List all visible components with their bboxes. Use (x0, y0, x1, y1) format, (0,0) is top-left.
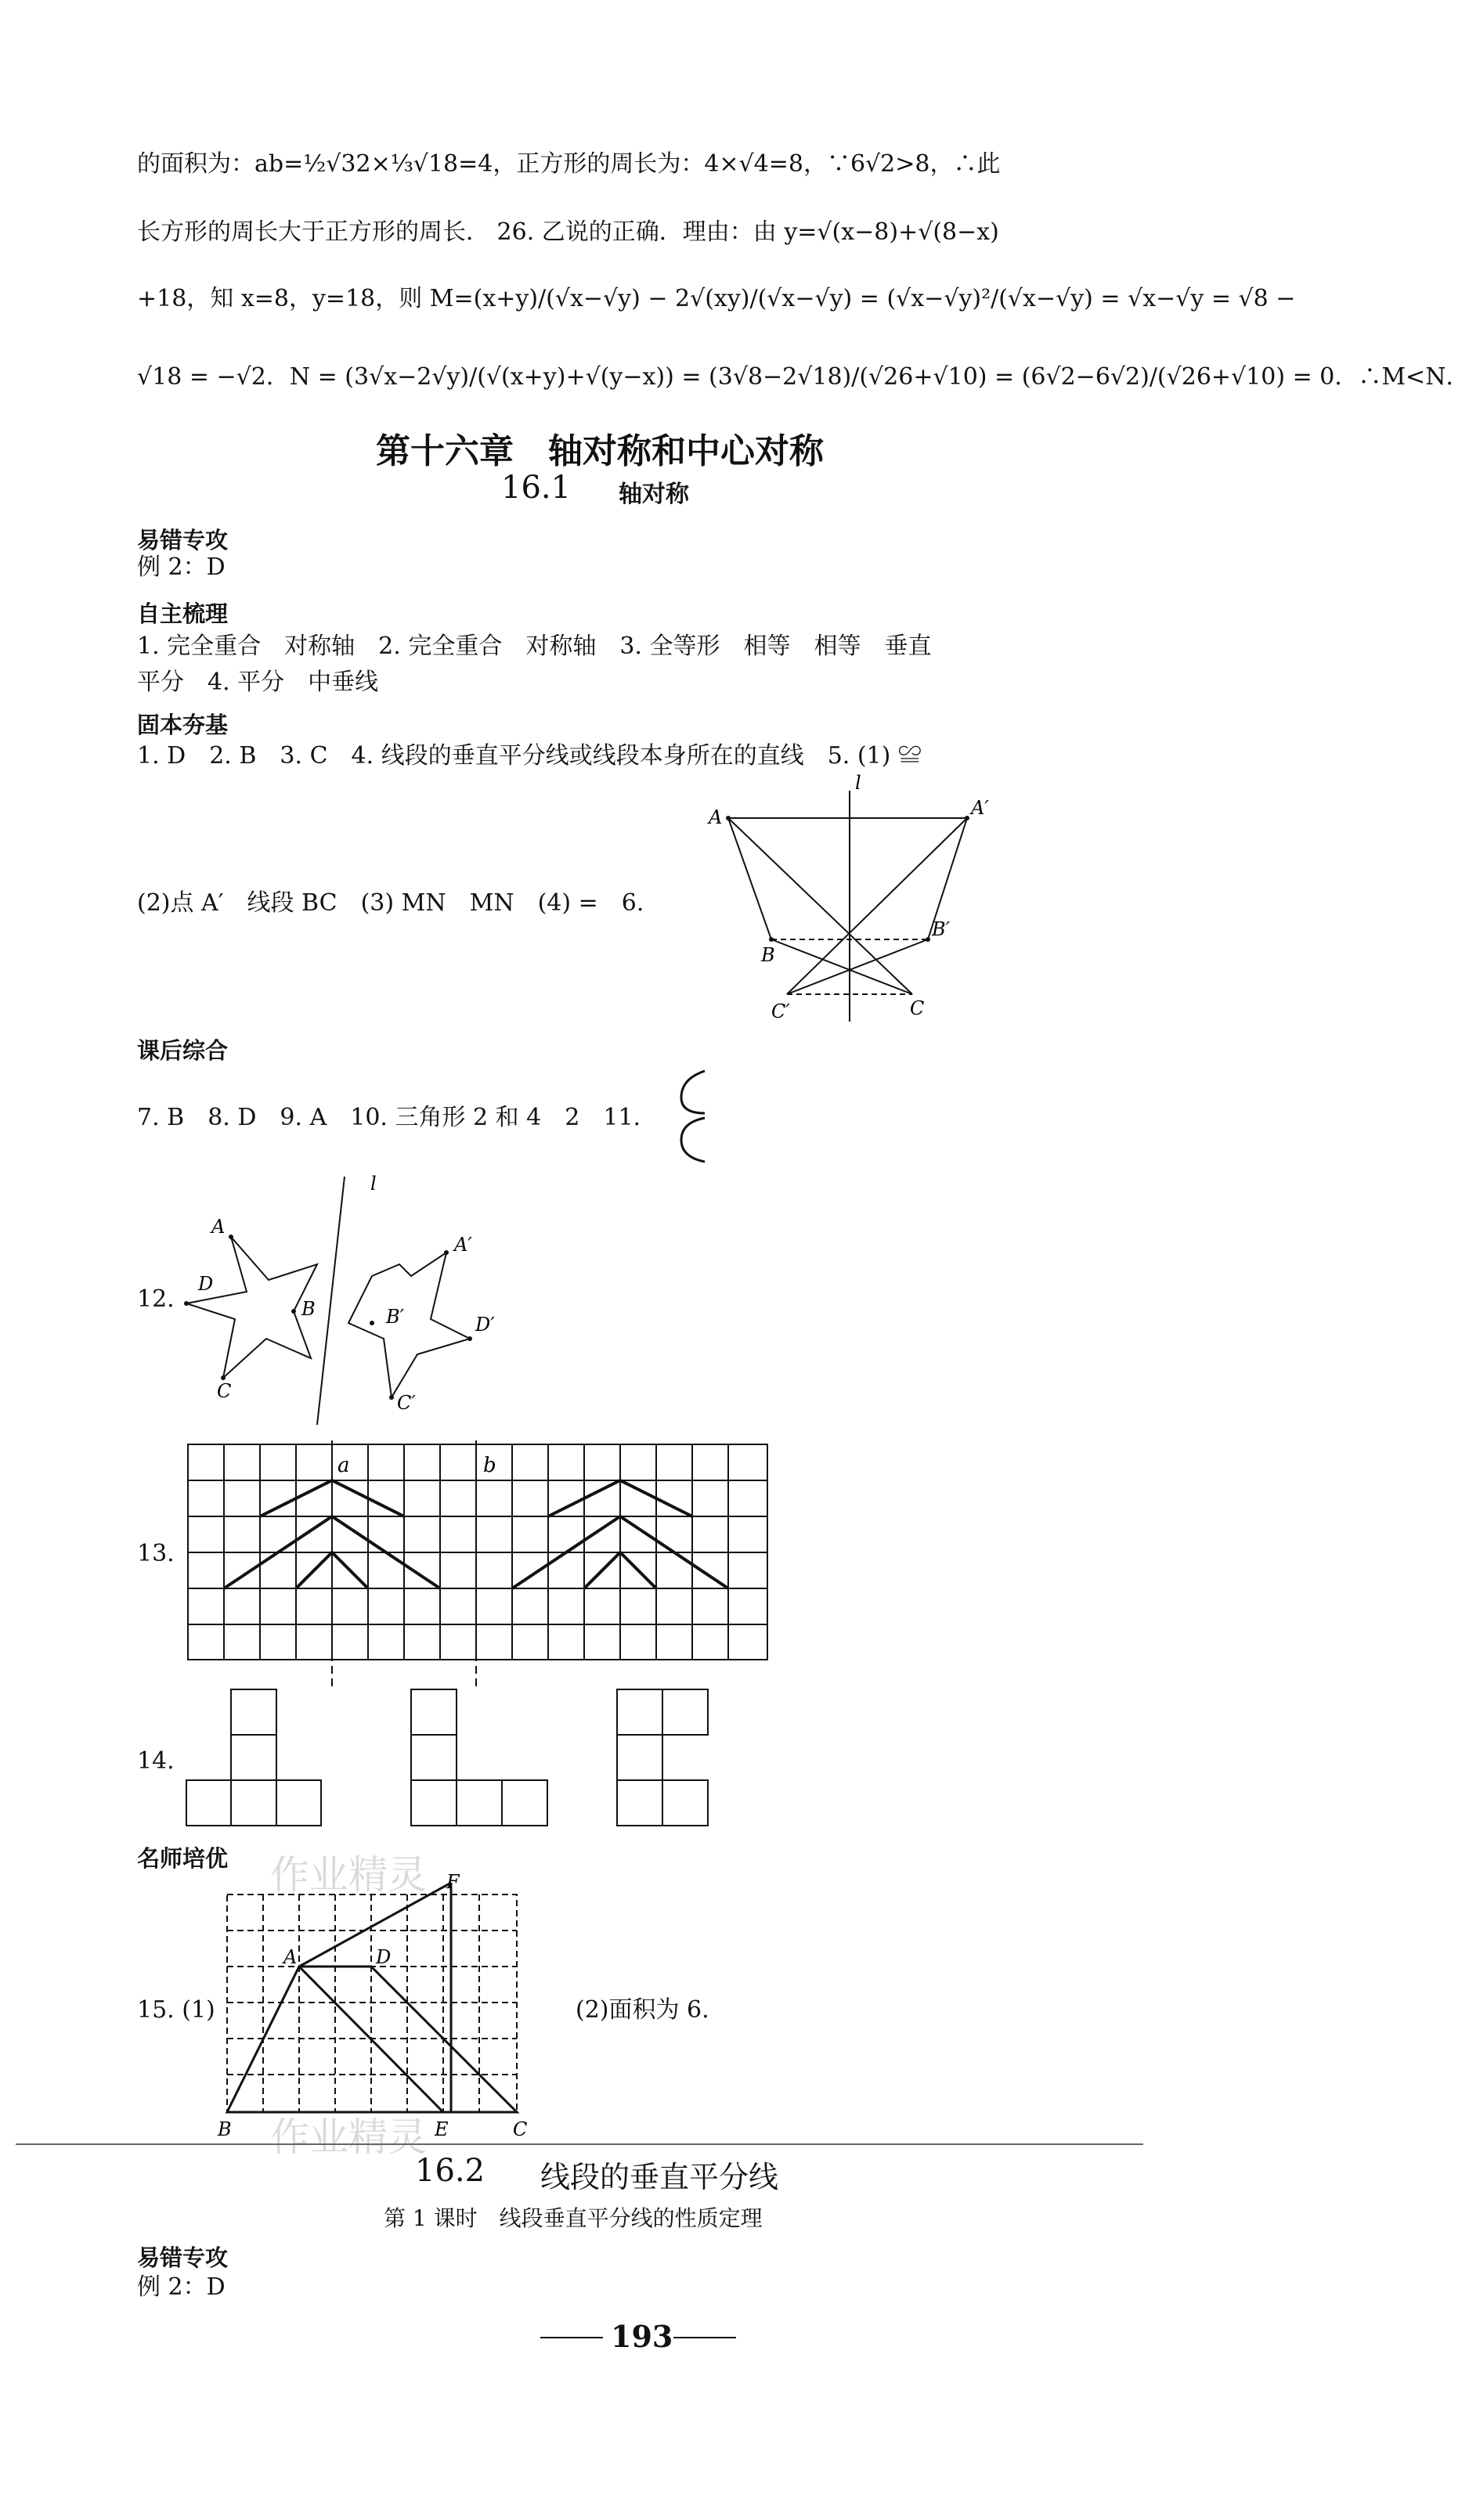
fig15-label-A: A (283, 1946, 298, 1968)
fig6-label-A-prime: A′ (971, 797, 989, 819)
fig6-label-l: l (855, 772, 861, 794)
fig12-label-D: D (198, 1273, 214, 1295)
fig6-label-B: B (761, 944, 775, 966)
fig12-label-B: B (301, 1298, 316, 1320)
chapter-title: 第十六章 轴对称和中心对称 (376, 431, 824, 471)
fig12-label-B-prime: B′ (386, 1306, 405, 1328)
fig6-label-C-prime: C′ (771, 1000, 790, 1022)
fig15-label-E: E (435, 2118, 449, 2140)
q13-label: 13. (137, 1540, 175, 1567)
heading-zizhu: 自主梳理 (137, 600, 229, 627)
fig12-label-C: C (217, 1380, 232, 1402)
page-number: 193 (611, 2319, 673, 2354)
fig13-label-a: a (337, 1454, 350, 1477)
guben-line-2: (2)点 A′ 线段 BC (3) MN MN (4) = 6. (137, 889, 644, 917)
heading-yicuo-1: 易错专攻 (137, 527, 229, 553)
intro-line-1: 的面积为：ab=½√32×⅓√18=4，正方形的周长为：4×√4=8，∵6√2>8，∴此 (137, 150, 1001, 178)
yicuo-2-body: 例 2：D (137, 2273, 226, 2301)
q14-label: 14. (137, 1747, 175, 1775)
figure-q13-grid (184, 1440, 787, 1691)
q15-answer: (2)面积为 6. (576, 1996, 709, 2024)
q12-label: 12. (137, 1285, 175, 1313)
figure-q6 (705, 772, 989, 1033)
fig12-label-D-prime: D′ (475, 1314, 495, 1336)
section-1-number: 16.1 (501, 470, 572, 506)
zizhu-line-2: 平分 4. 平分 中垂线 (137, 669, 379, 696)
section-2-title: 线段的垂直平分线 (540, 2160, 779, 2194)
heading-kehou: 课后综合 (137, 1037, 229, 1064)
heading-mingshi: 名师培优 (137, 1845, 229, 1872)
yicuo-1-body: 例 2：D (137, 553, 226, 581)
fig15-label-B: B (218, 2118, 232, 2140)
fig6-label-B-prime: B′ (932, 918, 951, 940)
q15-label: 15. (1) (137, 1996, 215, 2024)
fig13-label-b: b (483, 1454, 496, 1477)
figure-q12 (176, 1174, 544, 1433)
page-number-dash-right (673, 2337, 736, 2338)
fig12-label-A-prime: A′ (454, 1234, 472, 1256)
heading-guben: 固本夯基 (137, 712, 229, 738)
watermark-1: 作业精灵 (270, 1852, 427, 1898)
section-1-title: 轴对称 (619, 481, 689, 508)
guben-line-1: 1. D 2. B 3. C 4. 线段的垂直平分线或线段本身所在的直线 5. (1) ≌ (137, 742, 922, 770)
intro-line-4: √18 = −√2．N = (3√x−2√y)/(√(x+y)+√(y−x)) = (3√8−2√18)/(√26+√10) = (6√2−6√2)/(√26+√10) = 0．∴M<N． (137, 363, 1469, 391)
fig12-label-l: l (370, 1173, 377, 1195)
lesson-title: 第 1 课时 线段垂直平分线的性质定理 (384, 2205, 763, 2231)
section-2-number: 16.2 (415, 2153, 485, 2189)
fig12-label-A: A (211, 1216, 226, 1238)
kehou-line-1: 7. B 8. D 9. A 10. 三角形 2 和 4 2 11. (137, 1104, 641, 1131)
figure-q14 (180, 1683, 728, 1840)
fig12-label-C-prime: C′ (397, 1392, 416, 1414)
page-number-dash-left (540, 2337, 603, 2338)
fig6-label-C: C (910, 997, 925, 1019)
fig15-label-C: C (513, 2118, 528, 2140)
figure-q11-curves (673, 1065, 720, 1166)
intro-line-2: 长方形的周长大于正方形的周长． 26. 乙说的正确．理由：由 y=√(x−8)+√(8−x) (137, 218, 999, 246)
watermark-2: 作业精灵 (270, 2114, 427, 2160)
fig15-label-F: F (446, 1871, 460, 1893)
section-divider (16, 2143, 1143, 2145)
fig15-label-D: D (376, 1946, 392, 1968)
fig6-label-A: A (709, 806, 723, 828)
zizhu-line-1: 1. 完全重合 对称轴 2. 完全重合 对称轴 3. 全等形 相等 相等 垂直 (137, 633, 932, 660)
intro-line-3: +18，知 x=8，y=18，则 M=(x+y)/(√x−√y) − 2√(xy)/(√x−√y) = (√x−√y)²/(√x−√y) = √x−√y = √8 − (137, 285, 1296, 312)
heading-yicuo-2: 易错专攻 (137, 2244, 229, 2271)
